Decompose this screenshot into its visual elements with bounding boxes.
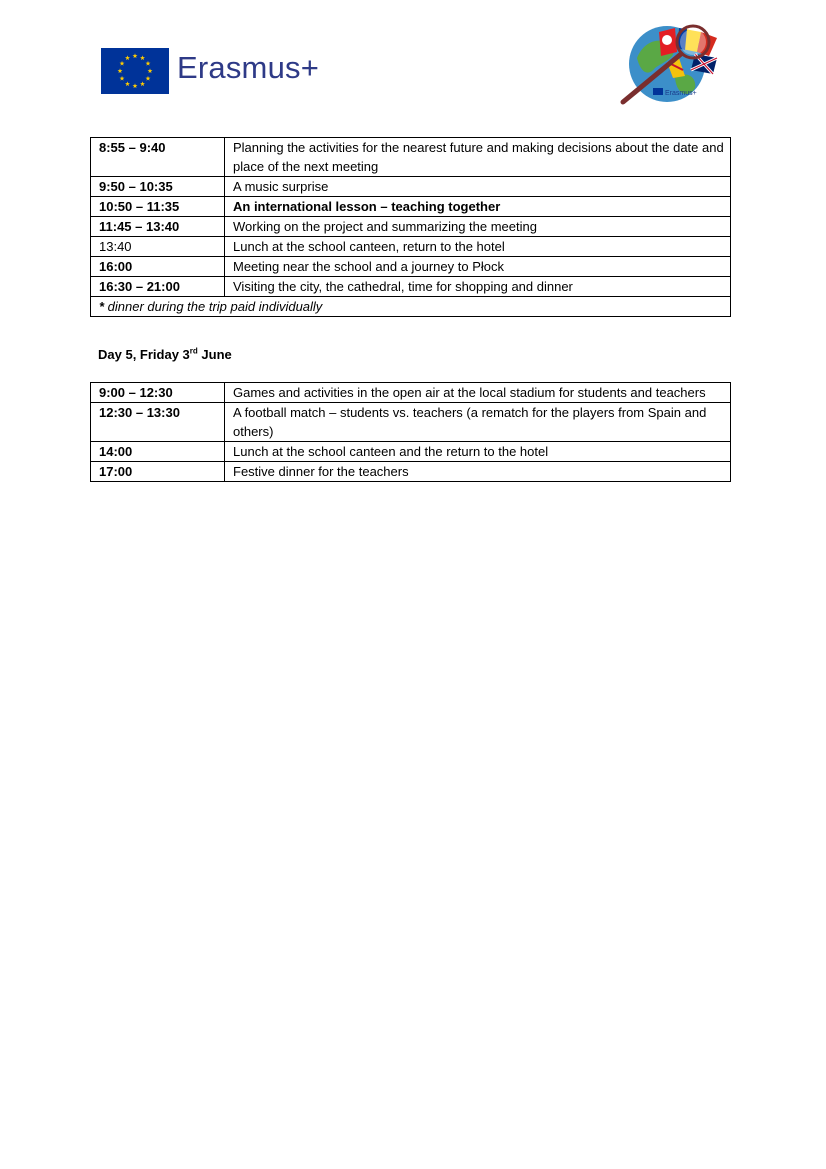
time-cell: 14:00 <box>91 442 225 462</box>
activity-cell: Festive dinner for the teachers <box>225 462 731 482</box>
time-cell: 13:40 <box>91 237 225 257</box>
activity-cell: Lunch at the school canteen and the return to the hotel <box>225 442 731 462</box>
time-cell: 10:50 – 11:35 <box>91 197 225 217</box>
activity-cell: Meeting near the school and a journey to Płock <box>225 257 731 277</box>
day5-heading-main: Day 5, Friday 3 <box>98 347 190 362</box>
footnote-star: * <box>99 299 105 314</box>
erasmus-wordmark: Erasmus+ <box>177 50 320 85</box>
table-row <box>91 277 731 297</box>
time-cell: 8:55 – 9:40 <box>91 138 225 177</box>
activity-cell: A music surprise <box>225 177 731 197</box>
table-row <box>91 403 731 442</box>
schedule-table-day4 <box>90 137 731 317</box>
activity-cell: Games and activities in the open air at the local stadium for students and teachers <box>225 383 731 403</box>
table-note-row <box>91 297 731 317</box>
activity-cell: Lunch at the school canteen, return to the hotel <box>225 237 731 257</box>
activity-cell: A football match – students vs. teachers (a rematch for the players from Spain and others) <box>225 403 731 442</box>
table-row <box>91 217 731 237</box>
table-row <box>91 177 731 197</box>
table-row <box>91 138 731 177</box>
time-cell: 11:45 – 13:40 <box>91 217 225 237</box>
table-row <box>91 257 731 277</box>
footnote-cell <box>91 297 731 317</box>
time-cell: 17:00 <box>91 462 225 482</box>
erasmus-plus-logo <box>101 48 325 98</box>
table-row <box>91 197 731 217</box>
time-cell: 9:50 – 10:35 <box>91 177 225 197</box>
table-row <box>91 237 731 257</box>
day5-heading <box>98 347 232 362</box>
schedule-table-day5 <box>90 382 731 482</box>
activity-cell: Working on the project and summarizing the meeting <box>225 217 731 237</box>
eu-flag-icon <box>101 48 169 94</box>
footnote-text: dinner during the trip paid individually <box>104 299 323 314</box>
time-cell: 12:30 – 13:30 <box>91 403 225 442</box>
table-row <box>91 442 731 462</box>
time-cell: 16:30 – 21:00 <box>91 277 225 297</box>
activity-cell: Planning the activities for the nearest future and making decisions about the date and place of the next meeting <box>225 138 731 177</box>
table-row <box>91 383 731 403</box>
day5-heading-month: June <box>197 347 232 362</box>
project-logo-text: Erasmus+ <box>665 90 697 97</box>
day5-heading-ordinal: rd <box>189 346 198 356</box>
project-globe-logo-icon <box>615 18 729 106</box>
time-cell: 16:00 <box>91 257 225 277</box>
activity-cell: Visiting the city, the cathedral, time for shopping and dinner <box>225 277 731 297</box>
time-cell: 9:00 – 12:30 <box>91 383 225 403</box>
table-row <box>91 462 731 482</box>
activity-cell: An international lesson – teaching together <box>225 197 731 217</box>
